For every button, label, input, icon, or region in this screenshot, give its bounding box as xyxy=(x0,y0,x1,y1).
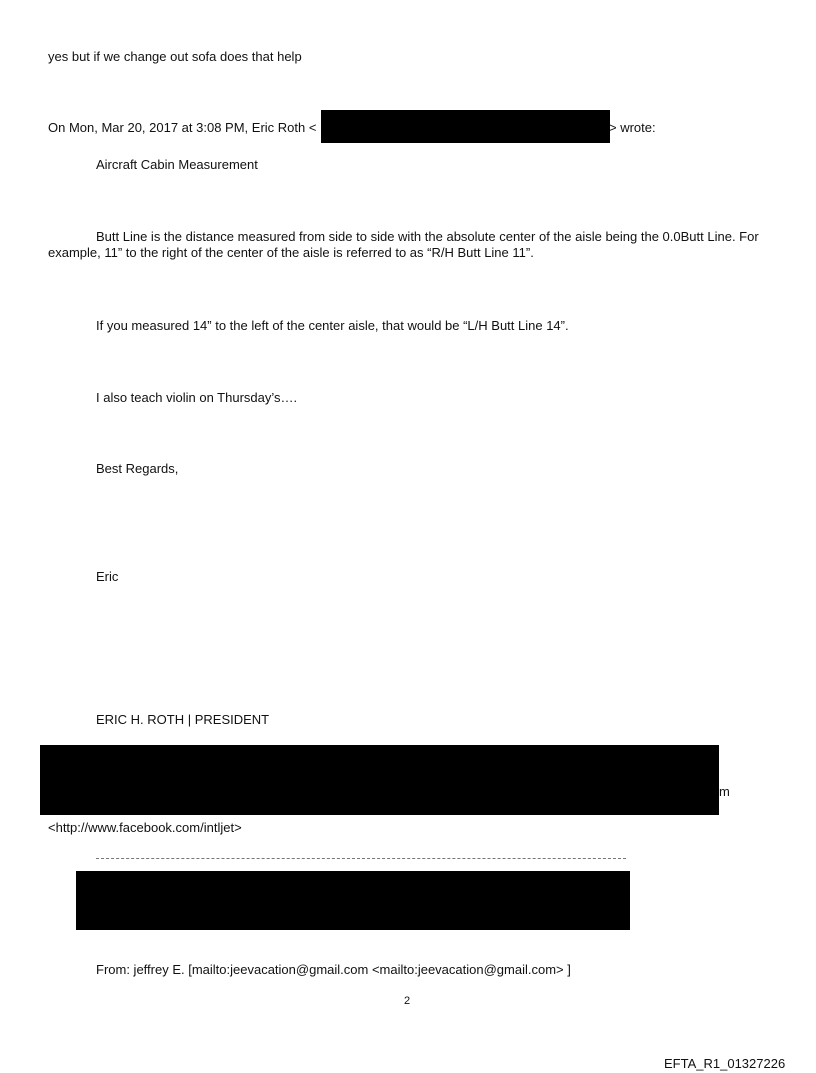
paragraph-left-measure: If you measured 14” to the left of the center aisle, that would be “L/H Butt Line 14”. xyxy=(96,318,569,333)
signer-name: Eric xyxy=(96,569,119,584)
redaction-signature-block xyxy=(40,745,719,815)
paragraph-violin: I also teach violin on Thursday’s…. xyxy=(96,390,298,405)
separator-line xyxy=(96,858,626,860)
closing: Best Regards, xyxy=(96,461,179,476)
quote-header-prefix: On Mon, Mar 20, 2017 at 3:08 PM, Eric Roth < xyxy=(48,120,317,135)
paragraph-butt-line: Butt Line is the distance measured from side to side with the absolute center of the aisle being the 0.0Butt Line. For example, 11” to the right of the center of the aisle is referred to as “R/H Butt Line 11”. xyxy=(48,229,759,260)
message-subject: Aircraft Cabin Measurement xyxy=(96,157,258,172)
quote-header-suffix: > wrote: xyxy=(609,120,656,135)
page-number: 2 xyxy=(404,995,411,1007)
facebook-link[interactable]: <http://www.facebook.com/intljet> xyxy=(48,820,242,835)
redaction-block xyxy=(76,871,630,930)
signature-title: ERIC H. ROTH | PRESIDENT xyxy=(96,712,270,727)
redaction-email xyxy=(321,110,610,143)
from-line: From: jeffrey E. [mailto:jeevacation@gmail.com <mailto:jeevacation@gmail.com> ] xyxy=(96,962,571,977)
reply-line: yes but if we change out sofa does that help xyxy=(48,49,302,64)
signature-tail: m xyxy=(719,784,730,799)
document-id: EFTA_R1_01327226 xyxy=(664,1056,786,1071)
